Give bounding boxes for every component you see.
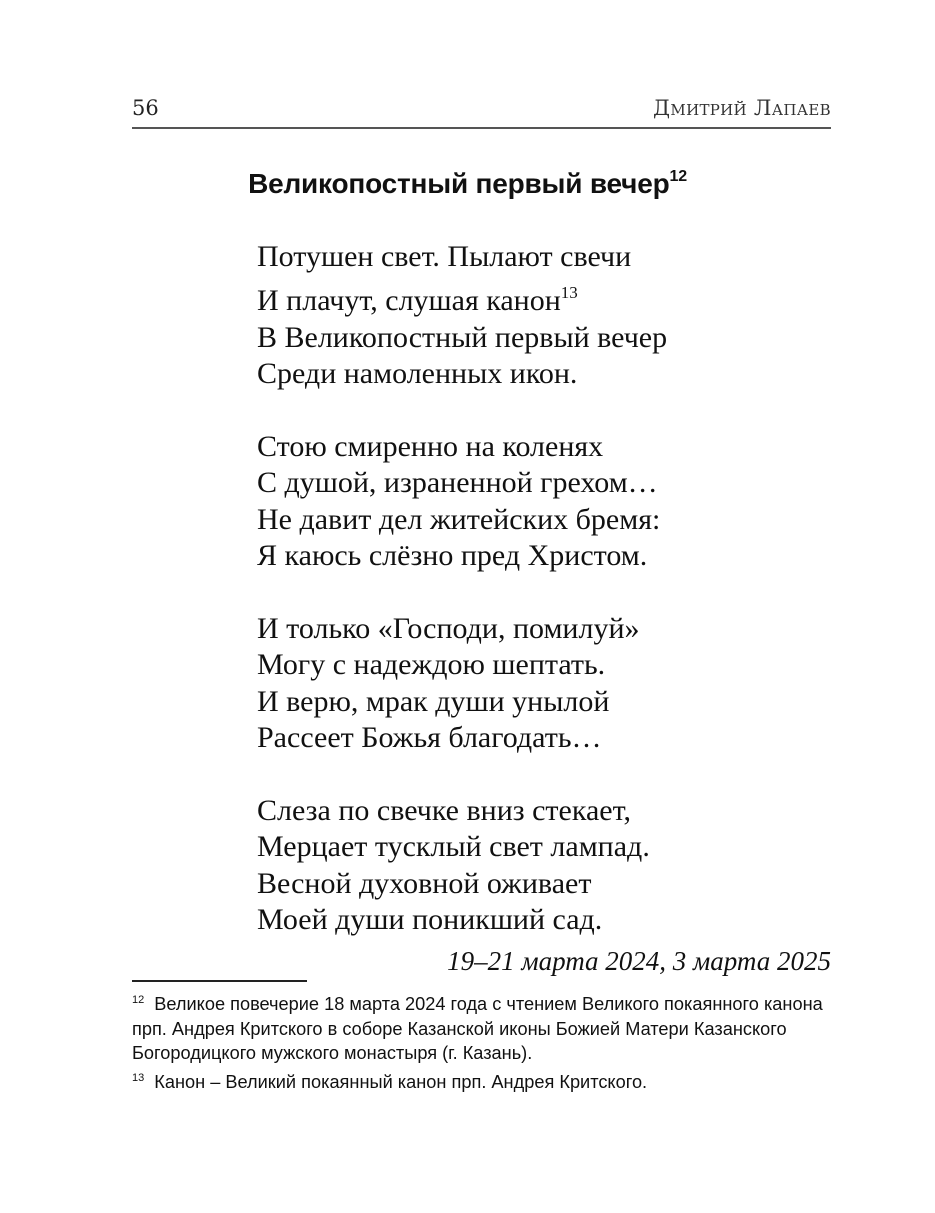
footnote-13 [132, 1066, 832, 1095]
stanza-2 [257, 429, 667, 575]
poem-line: Среди намоленных икон. [257, 357, 578, 391]
poem-line: И верю, мрак души унылой [257, 684, 610, 718]
poem-line: Я каюсь слёзно пред Христом. [257, 539, 648, 573]
poem-line: Потушен свет. Пылают свечи [257, 240, 632, 273]
footnote-ref-12[interactable]: 12 [669, 168, 687, 185]
poem-title [0, 168, 935, 200]
poem-line: И только «Господи, помилуй» [257, 612, 640, 646]
footnote-text: Канон – Великий покаянный канон прп. Андрея Критского. [154, 1071, 648, 1092]
page-header [132, 96, 831, 126]
footnote-ref-13[interactable]: 13 [560, 283, 578, 303]
stanza-1 [257, 239, 667, 393]
footnote-text: Великое повечерие 18 марта 2024 года с чтением Великого покаянного канона прп. Андрея Критского в соборе Казанской иконы Божией Матери Казанского Богородицкого мужского монастыря (г. Казань). [132, 994, 823, 1063]
poem-line: Моей души поникший сад. [257, 903, 603, 937]
poem-line-text: И плачут, слушая канон [257, 284, 561, 318]
stanza-3 [257, 611, 667, 757]
poem-line: С душой, израненной грехом… [257, 466, 658, 500]
running-head-author: Дмитрий Лапаев [653, 96, 831, 120]
poem-line: В Великопостный первый вечер [257, 320, 668, 354]
footnote-number: 12 [132, 994, 145, 1006]
header-rule [132, 127, 831, 129]
page-number: 56 [132, 96, 159, 120]
poem-body [257, 239, 667, 939]
poem-date: 19–21 марта 2024, 3 марта 2025 [447, 946, 831, 976]
footnote-number: 13 [132, 1071, 145, 1084]
poem-line: Стою смиренно на коленях [257, 430, 604, 464]
poem-line: Рассеет Божья благодать… [257, 721, 602, 755]
poem-line: Могу с надеждою шептать. [257, 648, 606, 682]
stanza-4 [257, 793, 667, 939]
footnote-separator [132, 980, 307, 982]
poem-line: Не давит дел житейских бремя: [257, 502, 661, 536]
poem-line: Весной духовной оживает [257, 866, 592, 900]
poem-title-text: Великопостный первый вечер [248, 168, 670, 199]
poem-line: Слеза по свечке вниз стекает, [257, 794, 631, 828]
footnotes [132, 988, 832, 1094]
footnote-12 [132, 988, 832, 1066]
poem-line: Мерцает тусклый свет лампад. [257, 830, 650, 864]
poem-line [257, 275, 667, 319]
